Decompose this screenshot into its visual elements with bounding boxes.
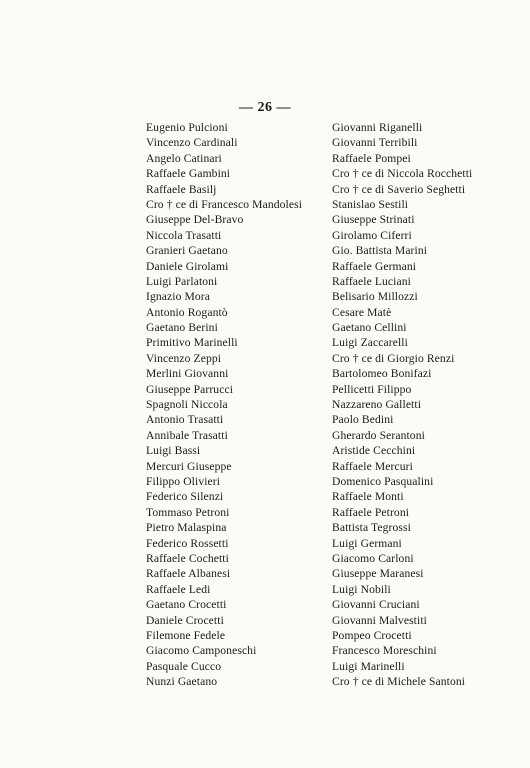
name-entry: Merlini Giovanni (146, 367, 229, 381)
name-entry: Gaetano Crocetti (146, 598, 227, 612)
name-entry: Giovanni Cruciani (332, 598, 420, 612)
name-entry: Cro † ce di Niccola Rocchetti (332, 167, 473, 181)
name-entry: Gio. Battista Marini (332, 244, 428, 258)
name-entry: Cro † ce di Giorgio Renzi (332, 351, 455, 365)
name-entry: Gaetano Berini (146, 321, 218, 335)
name-entry: Battista Tegrossi (332, 521, 411, 535)
name-entry: Raffaele Basilj (146, 182, 217, 196)
name-entry: Girolamo Ciferri (332, 228, 412, 242)
name-entry: Raffaele Monti (332, 490, 404, 504)
name-entry: Raffaele Germani (332, 259, 417, 273)
name-entry: Cro † ce di Saverio Seghetti (332, 182, 466, 196)
name-entry: Raffaele Gambini (146, 167, 231, 181)
name-entry: Raffaele Pompei (332, 151, 411, 165)
name-entry: Stanislao Sestili (332, 197, 409, 211)
name-entry: Francesco Moreschini (332, 644, 437, 658)
name-entry: Vincenzo Cardinali (146, 136, 238, 150)
name-entry: Gaetano Cellini (332, 321, 407, 335)
name-entry: Belisario Millozzi (332, 290, 418, 304)
name-entry: Federico Rossetti (146, 536, 229, 550)
name-entry: Giuseppe Strinati (332, 213, 415, 227)
name-entry: Giovanni Terribili (332, 136, 418, 150)
page-number: — 26 — (239, 100, 291, 115)
name-entry: Mercuri Giuseppe (146, 459, 232, 473)
name-entry: Pietro Malaspina (146, 521, 227, 535)
name-entry: Tommaso Petroni (146, 505, 230, 519)
name-entry: Pasquale Cucco (146, 659, 222, 673)
name-entry: Cro † ce di Michele Santoni (332, 675, 466, 689)
name-entry: Giuseppe Del-Bravo (146, 213, 244, 227)
name-entry: Gherardo Serantoni (332, 428, 425, 442)
name-entry: Aristide Cecchini (332, 444, 416, 458)
name-entry: Cesare Matè (332, 305, 392, 319)
names-list-right (332, 120, 522, 689)
name-entry: Angelo Catinari (146, 151, 222, 165)
name-entry: Filippo Olivieri (146, 474, 221, 488)
name-entry: Eugenio Pulcioni (146, 121, 228, 134)
name-entry: Pellicetti Filippo (332, 382, 412, 396)
name-entry: Daniele Girolami (146, 259, 229, 273)
name-entry: Luigi Zaccarelli (332, 336, 408, 350)
name-entry: Federico Silenzi (146, 490, 224, 504)
name-entry: Luigi Germani (332, 536, 402, 550)
name-entry: Cro † ce di Francesco Mandolesi (146, 197, 303, 211)
name-entry: Giuseppe Parrucci (146, 382, 234, 396)
name-entry: Luigi Marinelli (332, 659, 405, 673)
name-entry: Luigi Parlatoni (146, 274, 218, 288)
name-entry: Raffaele Albanesi (146, 567, 231, 581)
name-entry: Raffaele Ledi (146, 582, 211, 596)
name-entry: Giuseppe Maranesi (332, 567, 424, 581)
name-entry: Raffaele Petroni (332, 505, 410, 519)
name-entry: Antonio Trasatti (146, 413, 224, 427)
name-entry: Paolo Bedini (332, 413, 394, 427)
name-entry: Giovanni Riganelli (332, 121, 423, 134)
name-entry: Antonio Rogantò (146, 305, 228, 319)
name-entry: Pompeo Crocetti (332, 628, 412, 642)
name-entry: Domenico Pasqualini (332, 474, 434, 488)
name-entry: Giacomo Carloni (332, 551, 414, 565)
name-entry: Giacomo Camponeschi (146, 644, 257, 658)
name-entry: Vincenzo Zeppi (146, 351, 222, 365)
name-entry: Raffaele Mercuri (332, 459, 413, 473)
name-entry: Giovanni Malvestiti (332, 613, 427, 627)
names-list-left (146, 120, 326, 689)
name-entry: Spagnoli Niccola (146, 398, 228, 412)
name-entry: Raffaele Cochetti (146, 551, 229, 565)
name-entry: Nunzi Gaetano (146, 675, 218, 689)
name-entry: Raffaele Luciani (332, 274, 411, 288)
name-entry: Luigi Bassi (146, 444, 201, 458)
name-entry: Filemone Fedele (146, 628, 226, 642)
name-entry: Luigi Nobili (332, 582, 391, 596)
name-entry: Annibale Trasatti (146, 428, 228, 442)
name-entry: Granieri Gaetano (146, 244, 228, 258)
name-entry: Daniele Crocetti (146, 613, 224, 627)
name-entry: Nazzareno Galletti (332, 398, 422, 412)
name-entry: Niccola Trasatti (146, 228, 222, 242)
name-entry: Ignazio Mora (146, 290, 210, 304)
name-entry: Primitivo Marinelli (146, 336, 238, 350)
name-entry: Bartolomeo Bonifazi (332, 367, 432, 381)
